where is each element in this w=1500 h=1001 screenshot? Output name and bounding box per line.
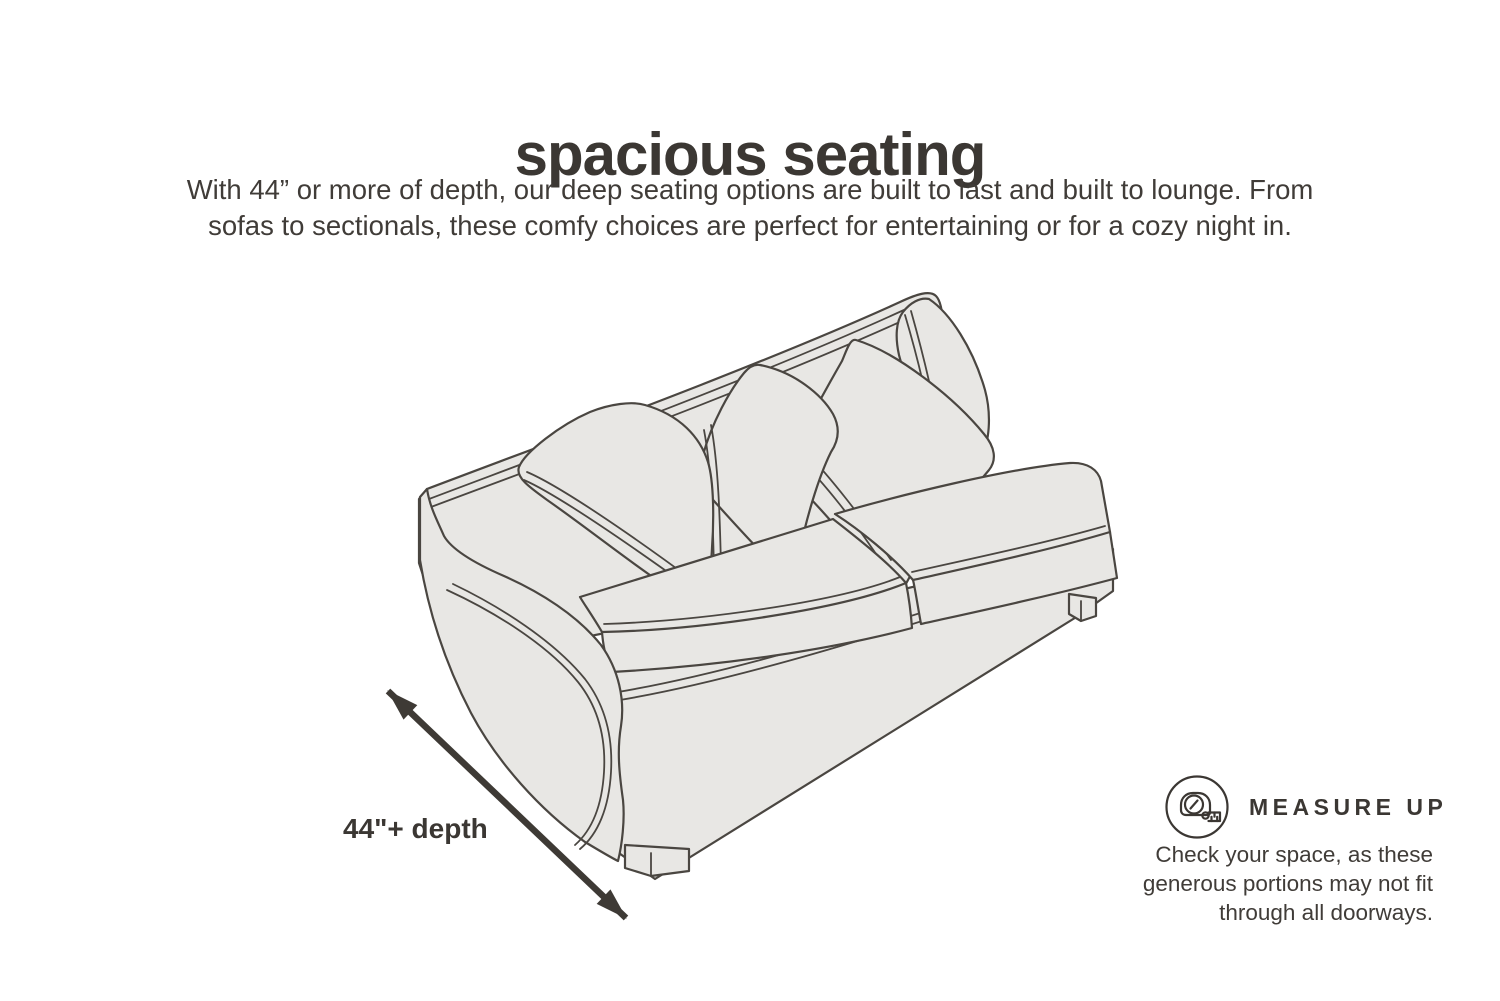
measure-up-note-line-3: through all doorways. bbox=[1219, 900, 1433, 925]
page-title: spacious seating bbox=[514, 121, 986, 189]
measure-up-note-line-1: Check your space, as these bbox=[1155, 842, 1433, 867]
measure-up-heading: MEASURE UP bbox=[1249, 794, 1448, 820]
measure-up-note-line-2: generous portions may not fit bbox=[1142, 871, 1433, 896]
right-foot bbox=[1069, 594, 1096, 621]
front-foot bbox=[625, 845, 689, 876]
measure-up-note bbox=[1093, 840, 1433, 927]
depth-dimension-label: 44"+ depth bbox=[343, 813, 488, 844]
description-line-2: sofas to sectionals, these comfy choices are perfect for entertaining or for a cozy night in. bbox=[208, 210, 1292, 241]
description-line-1: With 44” or more of depth, our deep seating options are built to last and built to lounge. From bbox=[186, 174, 1314, 205]
tape-measure-icon bbox=[1164, 774, 1230, 840]
